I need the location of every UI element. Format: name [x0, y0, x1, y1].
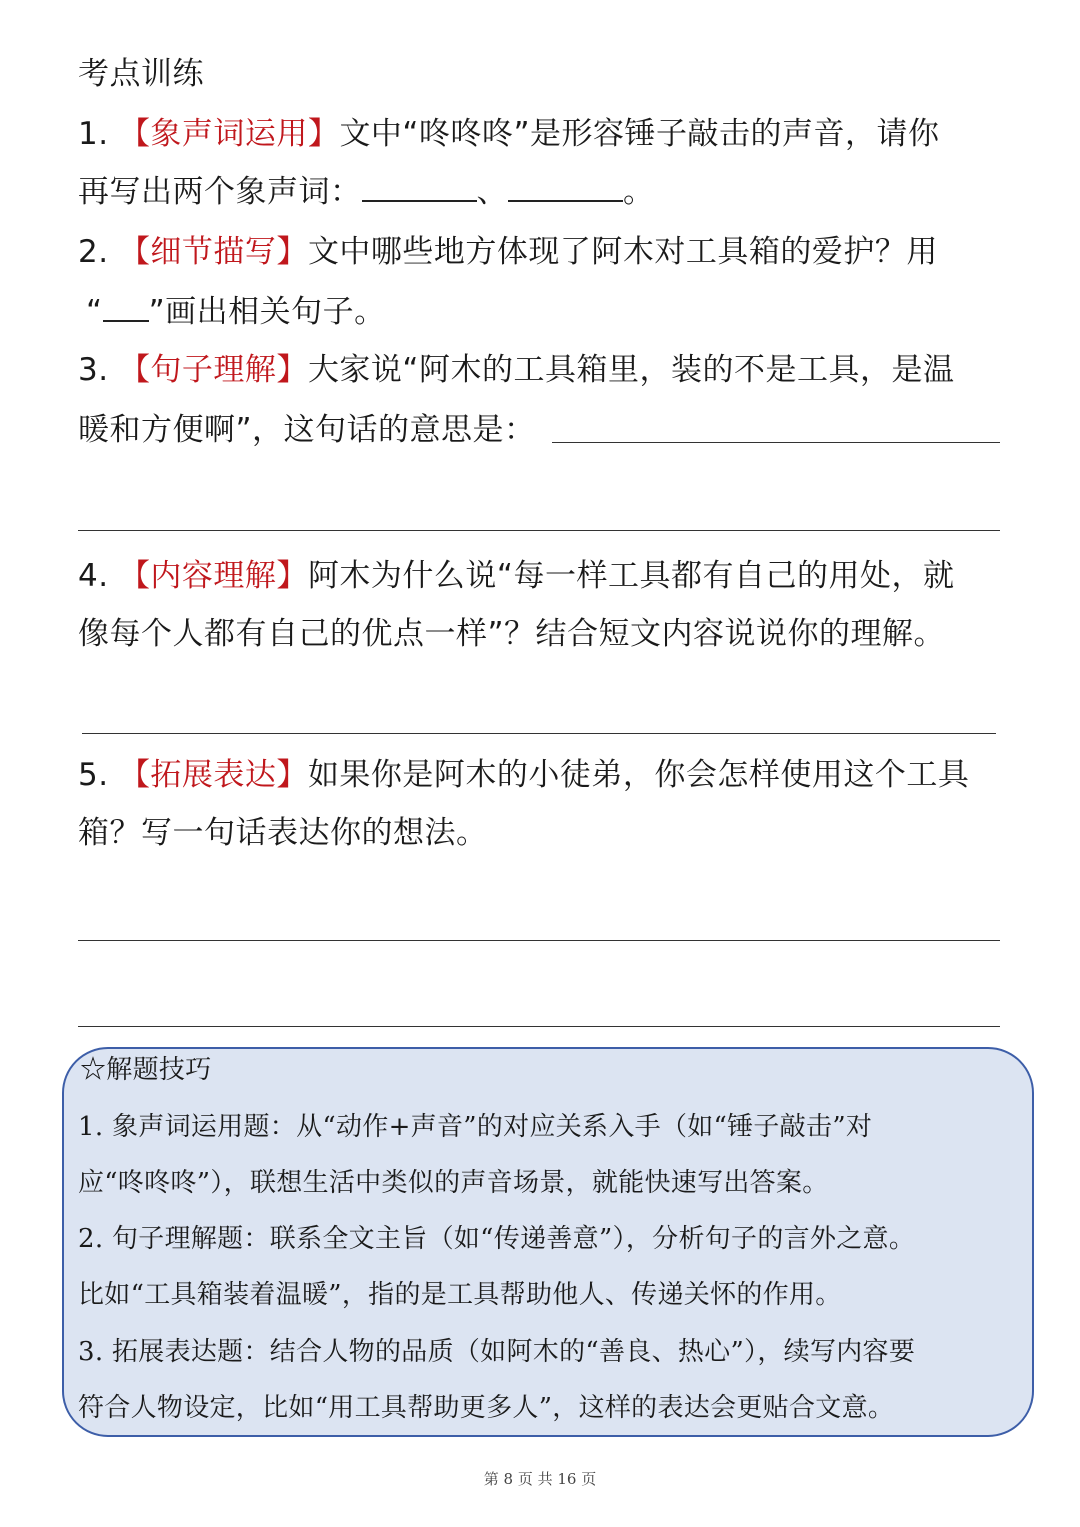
- question-4-tag: 【内容理解】: [118, 558, 308, 594]
- answer-line-q5-a[interactable]: [78, 940, 1000, 941]
- question-3-line-2: 暖和方便啊”，这句话的意思是：: [78, 412, 536, 448]
- question-1-line-2: [78, 172, 655, 212]
- quote-open: “: [86, 294, 103, 330]
- question-1: [78, 114, 940, 154]
- question-1-number: 1.: [78, 116, 109, 152]
- page-number: 第 8 页 共 16 页: [483, 1470, 597, 1488]
- tips-title: ☆解题技巧: [80, 1055, 212, 1085]
- tip-line-3: 2. 句子理解题：联系全文主旨（如“传递善意”），分析句子的言外之意。: [78, 1224, 916, 1254]
- question-2-text: 文中哪些地方体现了阿木对工具箱的爱护？用: [307, 234, 938, 270]
- question-2-line-2: [86, 292, 386, 332]
- tip-line-4: 比如“工具箱装着温暖”，指的是工具帮助他人、传递关怀的作用。: [78, 1280, 842, 1310]
- question-5-text: 如果你是阿木的小徒弟，你会怎样使用这个工具: [307, 757, 970, 793]
- question-2-number: 2.: [78, 234, 109, 270]
- question-2: [78, 232, 938, 272]
- question-3-text: 大家说“阿木的工具箱里，装的不是工具，是温: [307, 352, 955, 388]
- tip-line-1: 1. 象声词运用题：从“动作+声音”的对应关系入手（如“锤子敲击”对: [78, 1112, 873, 1142]
- question-2-tag: 【细节描写】: [118, 234, 308, 270]
- answer-blank-1[interactable]: [362, 174, 477, 202]
- answer-blank-2[interactable]: [508, 174, 623, 202]
- question-3: [78, 350, 955, 390]
- answer-line-q4[interactable]: [82, 733, 996, 734]
- question-1-text: 文中“咚咚咚”是形容锤子敲击的声音，请你: [339, 116, 940, 152]
- tip-line-5: 3. 拓展表达题：结合人物的品质（如阿木的“善良、热心”），续写内容要: [78, 1337, 916, 1367]
- question-1-prompt: 再写出两个象声词：: [78, 174, 362, 210]
- tip-line-2: 应“咚咚咚”），联想生活中类似的声音场景，就能快速写出答案。: [78, 1168, 829, 1198]
- question-1-tag: 【象声词运用】: [118, 116, 340, 152]
- question-4-line-2: 像每个人都有自己的优点一样”？结合短文内容说说你的理解。: [78, 616, 946, 652]
- blank-separator: 、: [476, 174, 508, 210]
- underline-sample: [103, 298, 149, 322]
- question-3-tag: 【句子理解】: [118, 352, 308, 388]
- answer-line-q3-b[interactable]: [78, 530, 1000, 531]
- question-1-end: 。: [623, 174, 655, 210]
- section-heading: 考点训练: [78, 56, 204, 92]
- question-4-number: 4.: [78, 558, 109, 594]
- question-2-instruction: ”画出相关句子。: [148, 294, 386, 330]
- question-5-number: 5.: [78, 757, 109, 793]
- question-5-tag: 【拓展表达】: [118, 757, 308, 793]
- question-5: [78, 755, 969, 795]
- tip-line-6: 符合人物设定，比如“用工具帮助更多人”，这样的表达会更贴合文意。: [78, 1393, 895, 1423]
- question-4-text: 阿木为什么说“每一样工具都有自己的用处，就: [307, 558, 955, 594]
- question-4: [78, 556, 955, 596]
- answer-line-q5-b[interactable]: [78, 1026, 1000, 1027]
- question-3-number: 3.: [78, 352, 109, 388]
- question-5-line-2: 箱？写一句话表达你的想法。: [78, 815, 488, 851]
- answer-line-q3-a[interactable]: [552, 442, 1000, 443]
